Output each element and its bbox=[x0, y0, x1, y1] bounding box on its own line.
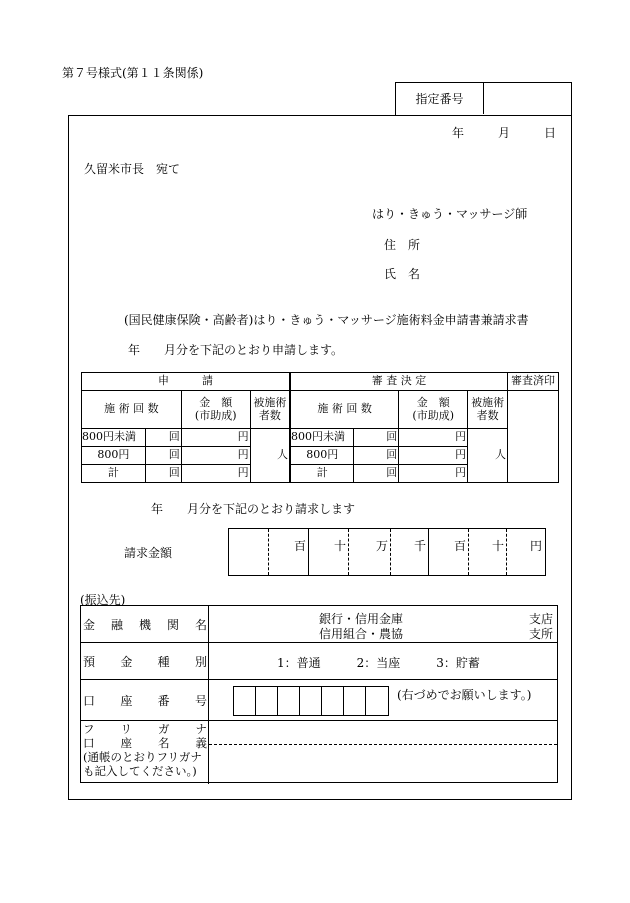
holder-row bbox=[81, 721, 557, 784]
branch-label-1: 支店 bbox=[528, 612, 553, 626]
amount-digit[interactable]: 千 bbox=[391, 529, 429, 575]
deposit-type-row bbox=[81, 643, 557, 680]
account-number-row bbox=[81, 680, 557, 721]
row-label: 800円 bbox=[290, 447, 354, 465]
count-cell[interactable]: 回 bbox=[354, 429, 399, 447]
holder-label: フ リ ガ ナ 口 座 名 義 (通帳のとおりフリガナも記入してください。) bbox=[81, 721, 209, 784]
amount-digit[interactable] bbox=[229, 529, 269, 575]
rev-patients-header: 被施術者数 bbox=[468, 391, 508, 429]
designation-number-box bbox=[395, 82, 572, 115]
app-amount-header: 金 額 (市助成) bbox=[181, 391, 250, 429]
rev-treatments-header: 施 術 回 数 bbox=[290, 391, 399, 429]
bank-institution-row bbox=[81, 606, 557, 643]
furigana-divider bbox=[209, 744, 557, 745]
amount-digit[interactable]: 百 bbox=[429, 529, 469, 575]
app-patients-header: 被施術者数 bbox=[250, 391, 290, 429]
date-year: 年 bbox=[451, 126, 464, 140]
yen-cell[interactable]: 円 bbox=[181, 447, 250, 465]
transfer-label: (振込先) bbox=[80, 593, 126, 607]
row-label: 800円 bbox=[82, 447, 146, 465]
review-seal-cell[interactable] bbox=[508, 391, 559, 483]
amount-digit[interactable]: 円 bbox=[529, 539, 542, 553]
review-header: 審 査 決 定 bbox=[290, 373, 508, 391]
date-line bbox=[428, 124, 556, 141]
yen-cell[interactable]: 円 bbox=[399, 429, 468, 447]
document-title: (国民健康保険・高齢者)はり・きゅう・マッサージ施術料金申請書兼請求書 bbox=[124, 313, 529, 327]
application-header: 申 請 bbox=[82, 373, 291, 391]
claim-amount-label: 請求金額 bbox=[124, 546, 173, 560]
yen-cell[interactable]: 円 bbox=[181, 429, 250, 447]
amount-digit[interactable]: 万 bbox=[349, 529, 391, 575]
practitioner-label: はり・きゅう・マッサージ師 bbox=[372, 207, 528, 221]
count-cell[interactable]: 回 bbox=[354, 465, 399, 483]
date-month: 月 bbox=[497, 126, 510, 140]
review-seal-header: 審査済印 bbox=[508, 373, 559, 391]
row-label: 800円未満 bbox=[290, 429, 354, 447]
count-cell[interactable]: 回 bbox=[145, 429, 181, 447]
amount-digit[interactable]: 百 bbox=[269, 529, 309, 575]
claim-amount-box[interactable] bbox=[228, 528, 546, 576]
rev-amount-header: 金 額 (市助成) bbox=[399, 391, 468, 429]
address-label: 住 所 bbox=[384, 238, 421, 252]
yen-cell[interactable]: 円 bbox=[399, 447, 468, 465]
account-digits[interactable] bbox=[233, 686, 389, 716]
application-table bbox=[81, 372, 559, 483]
row-label: 800円未満 bbox=[82, 429, 146, 447]
designation-number-label: 指定番号 bbox=[396, 83, 484, 114]
name-label: 氏 名 bbox=[384, 267, 421, 281]
row-label: 計 bbox=[82, 465, 146, 483]
bank-types-2: 信用組合・農協 bbox=[319, 627, 404, 641]
amount-digit[interactable]: 十 bbox=[469, 529, 507, 575]
addressee: 久留米市長 宛て bbox=[84, 162, 181, 176]
amount-digit[interactable]: 十 bbox=[309, 529, 349, 575]
form-number: 第７号様式(第１１条関係) bbox=[62, 66, 204, 80]
yen-cell[interactable]: 円 bbox=[399, 465, 468, 483]
count-cell[interactable]: 回 bbox=[354, 447, 399, 465]
apply-sentence: 年 月分を下記のとおり申請します。 bbox=[128, 343, 344, 357]
count-cell[interactable]: 回 bbox=[145, 465, 181, 483]
deposit-types[interactable]: 1：普通 2：当座 3：貯蓄 bbox=[277, 656, 480, 670]
app-treatments-header: 施 術 回 数 bbox=[82, 391, 182, 429]
app-person-cell[interactable]: 人 bbox=[250, 429, 290, 483]
deposit-type-label: 預 金 種 別 bbox=[81, 643, 209, 679]
date-day: 日 bbox=[543, 126, 556, 140]
institution-label: 金 融 機 関 名 bbox=[81, 606, 209, 642]
row-label: 計 bbox=[290, 465, 354, 483]
branch-label-2: 支所 bbox=[528, 627, 553, 641]
count-cell[interactable]: 回 bbox=[145, 447, 181, 465]
claim-sentence: 年 月分を下記のとおり請求します bbox=[151, 502, 356, 516]
bank-types-1: 銀行・信用金庫 bbox=[319, 612, 404, 626]
bank-table bbox=[80, 605, 558, 783]
rev-person-cell[interactable]: 人 bbox=[468, 429, 508, 483]
account-note: (右づめでお願いします。) bbox=[397, 688, 532, 702]
account-number-label: 口 座 番 号 bbox=[81, 680, 209, 720]
yen-cell[interactable]: 円 bbox=[181, 465, 250, 483]
